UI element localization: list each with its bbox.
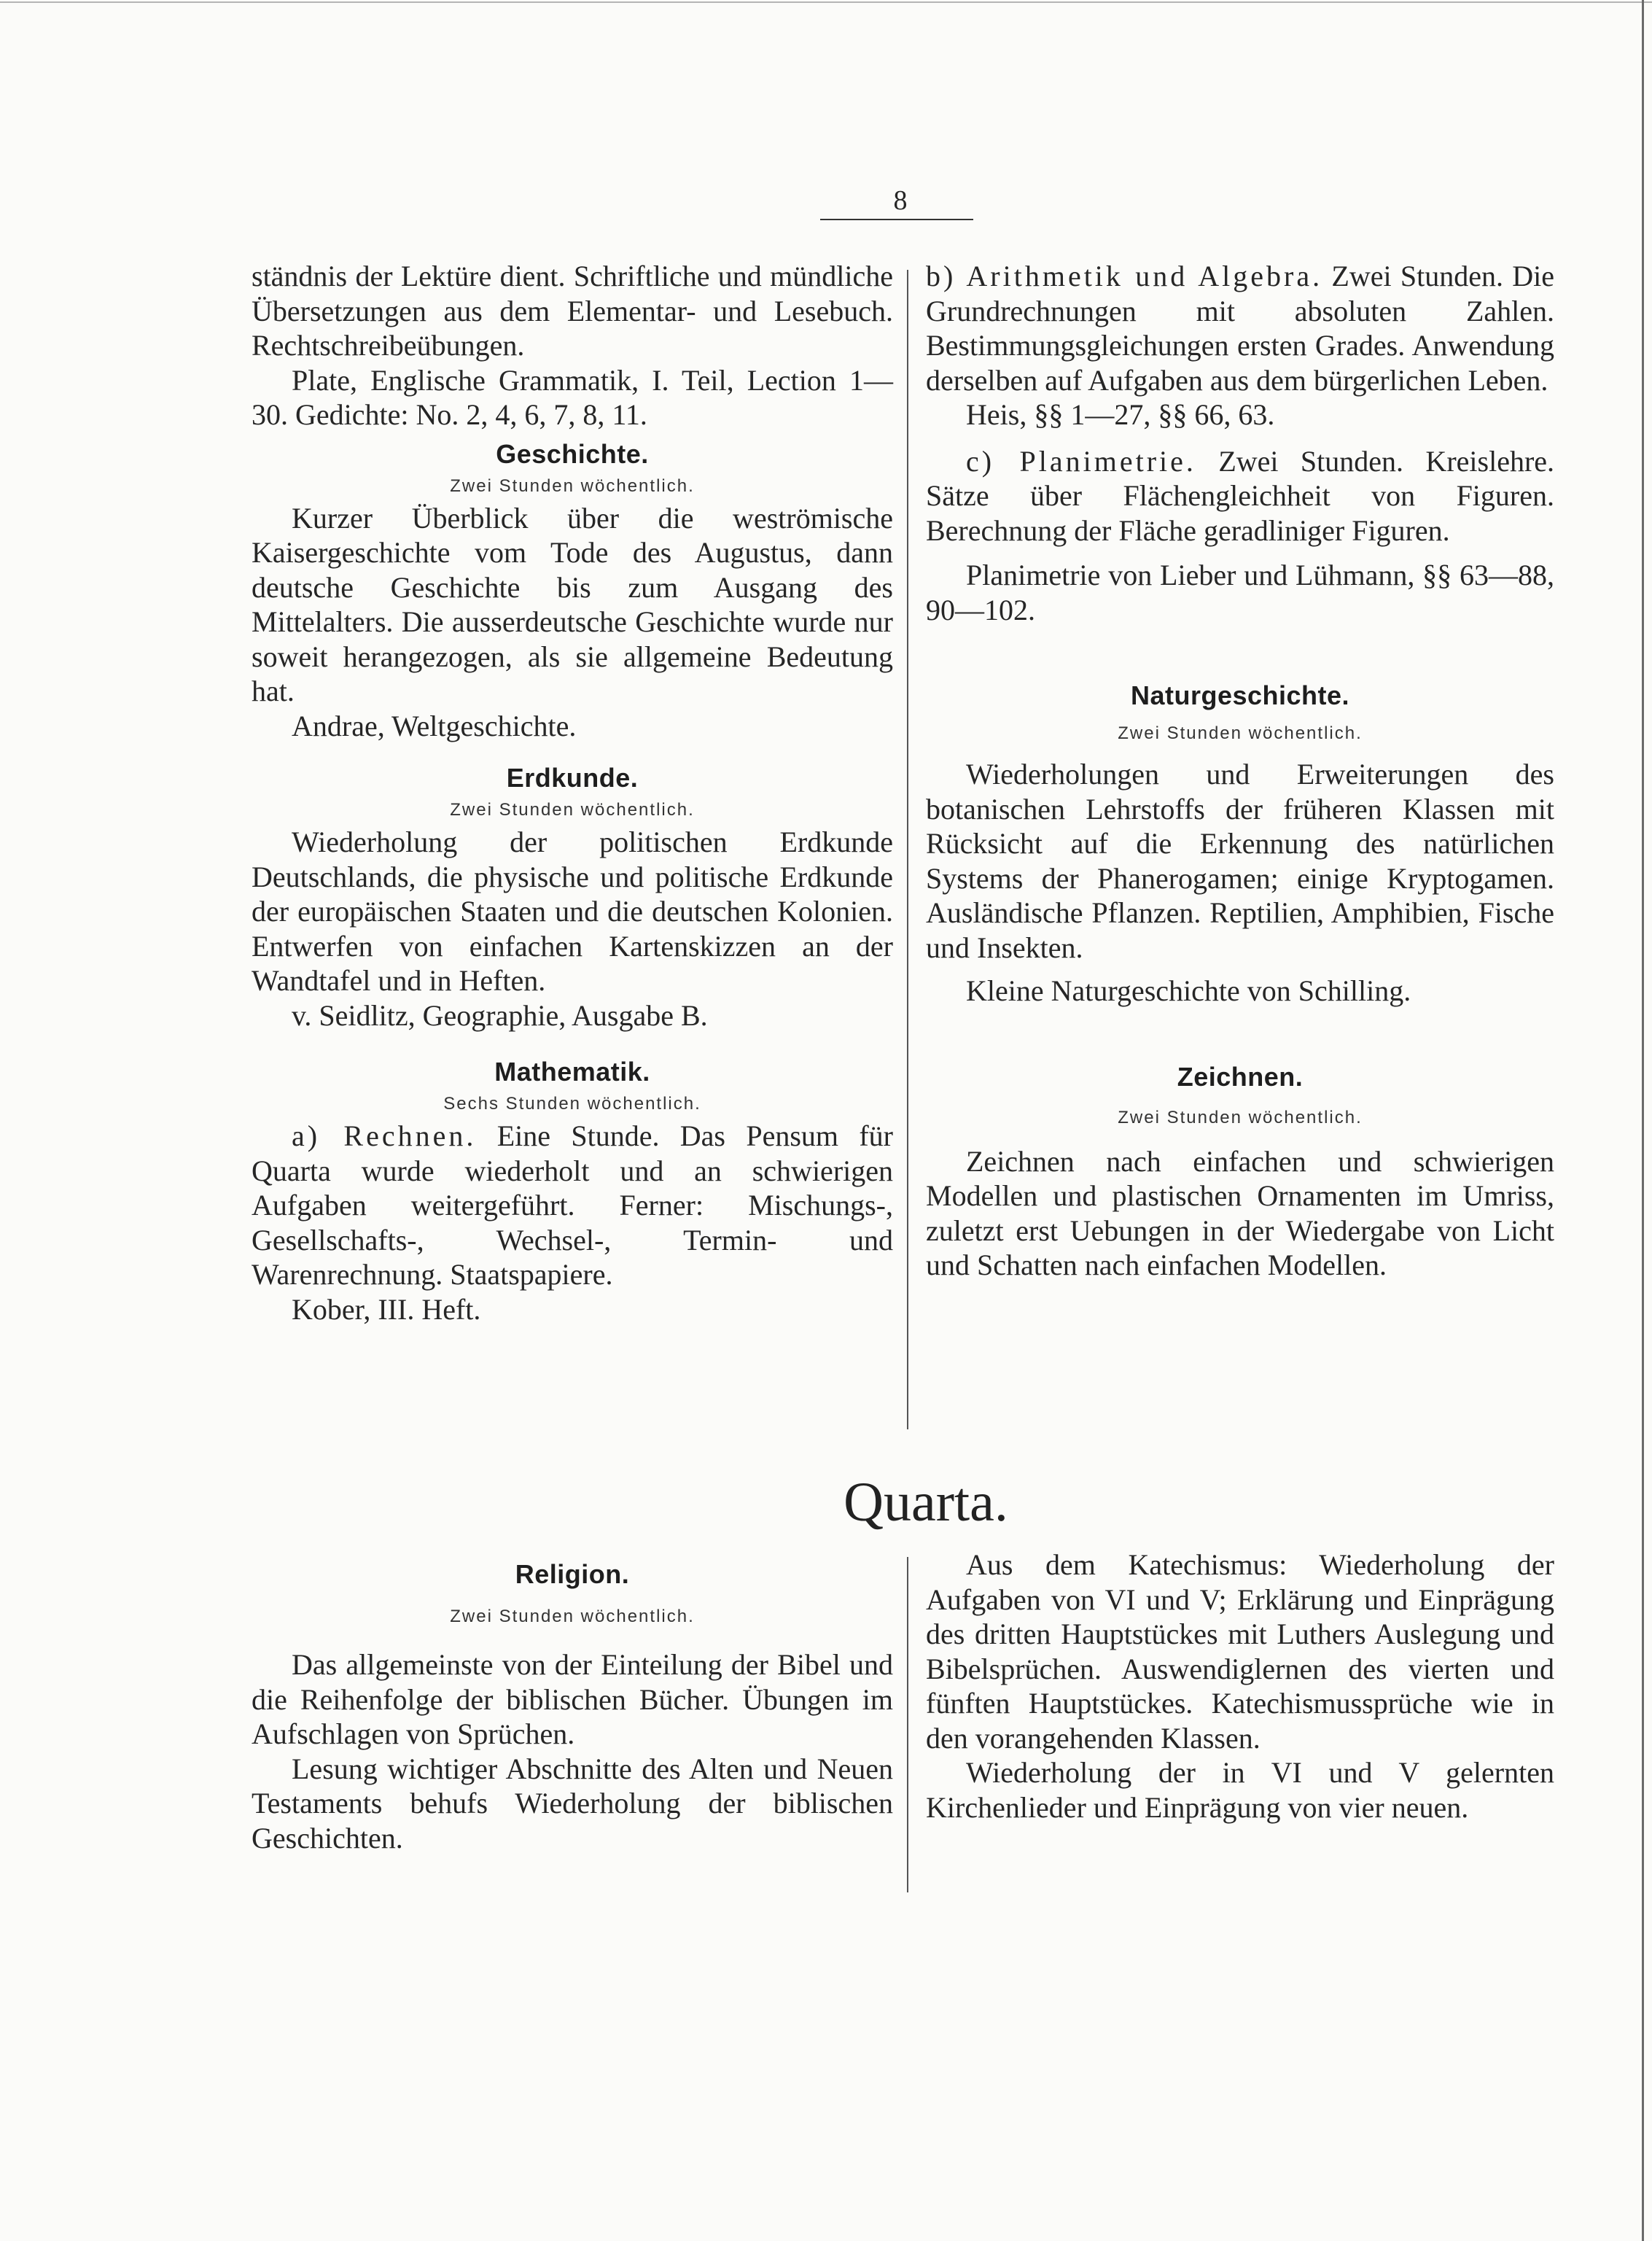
section-geschichte [252,437,893,744]
section-text: Wiederholungen und Erweiterungen des botanischen Lehrstoffs der früheren Klassen mit Rücksicht auf die Erkennung des natürlichen Systems der Phanerogamen; einige Kryptogamen. Ausländische Pflanzen. Reptilien, Amphibien, Fische und Insekten. [926,758,1554,964]
column-divider-lower [907,1557,908,1892]
section-hours: Zwei Stunden wöchentlich. [1118,723,1363,743]
section-text: Das allgemeinste von der Einteilung der Bibel und die Reihenfolge der biblischen Bücher. Übungen im Aufschlagen von Sprüchen. [252,1648,893,1750]
section-title: Geschichte. [496,438,649,469]
section-textbook: v. Seidlitz, Geographie, Ausgabe B. [292,998,708,1032]
section-hours: Zwei Stunden wöchentlich. [450,475,695,496]
lower-right-column [926,1547,1554,1825]
religion-continuation: Aus dem Katechismus: Wiederholung der Aufgaben von VI und V; Erklärung und Einprägung des dritten Hauptstückes mit Luthers Auslegung und Bibelsprüchen. Auswendiglernen des vierten und fünften Hauptstückes. Katechismussprüche wie in den vorangehenden Klassen. [926,1548,1554,1755]
subsection-text: Zwei Stunden. Kreislehre. Sätze über Flächengleichheit von Figuren. Berechnung der Fläche geradliniger Figuren. [926,444,1555,547]
section-textbook: Kober, III. Heft. [292,1292,481,1326]
section-zeichnen [926,1060,1554,1283]
english-continuation: ständnis der Lektüre dient. Schriftliche und mündliche Übersetzungen aus dem Elementar- und Lesebuch. Rechtschreibeübungen. [252,260,893,362]
planimetrie-textbook: Planimetrie von Lieber und Lühmann, §§ 63—88, 90—102. [926,559,1554,626]
page-number-rule [820,219,973,220]
section-mathematik [252,1055,893,1327]
page-number: 8 [893,185,908,216]
lower-left-column [252,1557,893,1855]
section-text: Lesung wichtiger Abschnitte des Alten und Neuen Testaments behufs Wiederholung der biblischen Geschichten. [252,1752,893,1854]
section-naturgeschichte [926,678,1554,1009]
section-hours: Sechs Stunden wöchentlich. [443,1094,701,1114]
subsection-label: b) Arithmetik und Algebra. [926,260,1323,292]
section-title: Erdkunde. [506,763,639,793]
section-hours: Zwei Stunden wöchentlich. [450,800,695,820]
upper-left-column [252,259,893,1327]
section-text: Zeichnen nach einfachen und schwierigen Modellen und plastischen Ornamenten im Umriss, zuletzt erst Uebungen in der Wiedergabe von Licht und Schatten nach einfachen Modellen. [926,1144,1554,1281]
section-title: Naturgeschichte. [1130,680,1350,710]
arithmetik-text [926,259,1554,397]
religion-hymns: Wiederholung der in VI und V gelernten Kirchenlieder und Einprägung von vier neuen. [926,1756,1554,1824]
section-text: Wiederholung der politischen Erdkunde Deutschlands, die physische und politische Erdkunde der europäischen Staaten und die deutschen Kolonien. Entwerfen von einfachen Kartenskizzen an der Wandtafel und in Heften. [252,826,893,997]
section-text: Kurzer Überblick über die weströmische Kaisergeschichte vom Tode des Augustus, dann deutsche Geschichte bis zum Ausgang des Mittelalters. Die ausserdeutsche Geschichte wurde nur soweit herangezogen, als sie allgemeine Bedeutung hat. [252,501,893,707]
planimetrie-text [926,444,1554,548]
subsection-label: a) Rechnen. [292,1119,477,1152]
section-hours: Zwei Stunden wöchentlich. [450,1607,695,1626]
section-hours: Zwei Stunden wöchentlich. [1118,1107,1363,1127]
subsection-text: Zwei Stunden. Die Grundrechnungen mit absoluten Zahlen. Bestimmungsgleichungen ersten Grades. Anwendung derselben auf Aufgaben aus dem bürgerlichen Leben. [926,260,1555,397]
section-erdkunde [252,761,893,1033]
section-textbook: Andrae, Weltgeschichte. [292,709,577,742]
section-title: Religion. [515,1559,630,1589]
column-divider-upper [907,270,908,1429]
section-title: Mathematik. [494,1057,650,1087]
english-textbook: Plate, Englische Grammatik, I. Teil, Lection 1—30. Gedichte: No. 2, 4, 6, 7, 8, 11. [252,363,893,431]
scan-edge-right [1642,0,1644,2241]
arithmetik-textbook: Heis, §§ 1—27, §§ 66, 63. [966,398,1275,431]
class-title: Quarta. [843,1472,1008,1533]
subsection-text: Eine Stunde. Das Pensum für Quarta wurde wiederholt und an schwierigen Aufgaben weitergeführt. Ferner: Mischungs-, Gesellschafts-, Wechsel-, Termin- und Warenrechnung. Staatspapiere. [252,1119,893,1291]
upper-right-column [926,259,1554,1283]
section-title: Zeichnen. [1177,1061,1304,1092]
section-religion [252,1557,893,1855]
scan-edge-top [0,1,1652,3]
section-text [252,1119,893,1292]
section-textbook: Kleine Naturgeschichte von Schilling. [966,974,1411,1007]
subsection-label: c) Planimetrie. [966,444,1196,478]
